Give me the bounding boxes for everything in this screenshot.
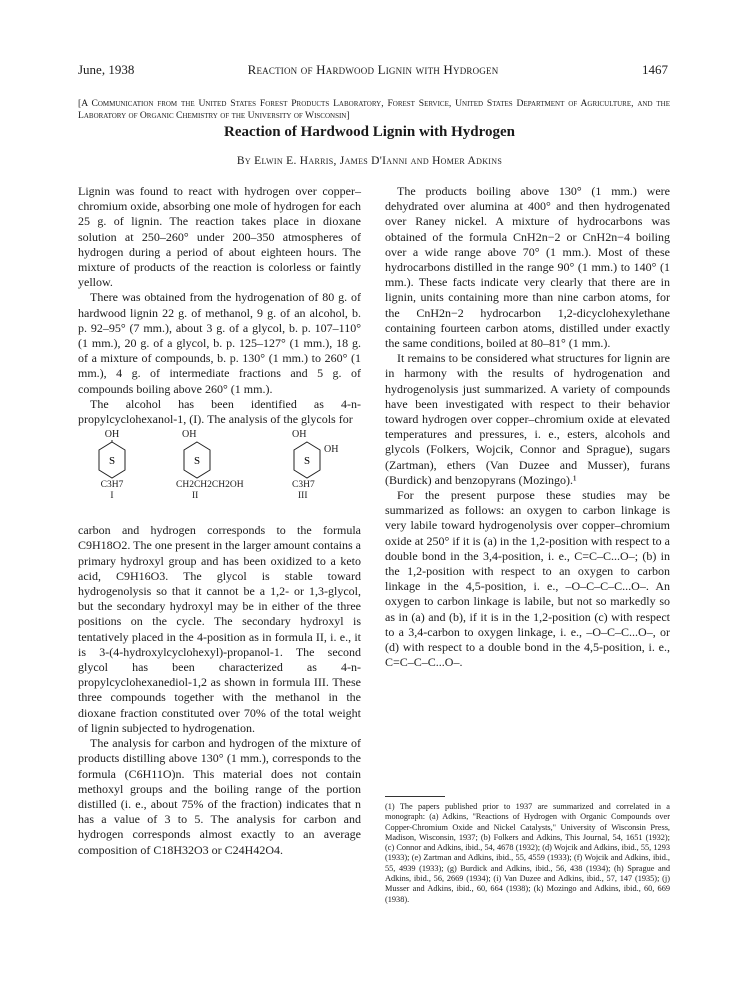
formula-II-number: II	[192, 491, 199, 502]
cyclohexane-ring-icon	[97, 440, 127, 480]
paragraph: carbon and hydrogen corresponds to the formula C9H18O2. The one present in the larger amount contains a primary hydroxyl group and has been oxidized to a keto acid, C9H16O3. The glycol is stable toward hydrogenolysis so that it cannot be a 1,2- or 1,3-glycol, but the secondary hydroxyl may be in either of the three positions on the cycle. The secondary hydroxyl is tentatively placed in the 4-position as in formula II, i. e., it is 3-(4-hydroxylcyclohexyl)-propanol-1. The second glycol has been characterized as 4-n-propylcyclohexanediol-1,2 as shown in formula III. These three compounds together with the methanol in the dioxane fraction constituted over 70% of the total weight of lignin subjected to hydrogenation.	[78, 523, 361, 735]
formula-III-number: III	[298, 491, 308, 502]
footnote-1: (1) The papers published prior to 1937 are summarized and correlated in a monograph: (a) Adkins, "Reactions of Hydrogen with Organic Compounds over Copper-Chromium Oxide and Nickel Catalysts," University of Wisconsin Press, Madison, Wisconsin, 1937; (b) Folkers and Adkins, This Journal, 54, 1651 (1932); (c) Connor and Adkins, ibid., 54, 4678 (1932); (d) Wojcik and Adkins, ibid., 55, 1293 (1933); (e) Zartman and Adkins, ibid., 55, 4559 (1933); (f) Wojcik and Adkins, ibid., 55, 4939 (1933); (g) Burdick and Adkins, ibid., 56, 438 (1934); (h) Sprague and Adkins, ibid., 56, 2669 (1934); (i) Van Duzee and Adkins, ibid., 57, 147 (1935); (j) Musser and Adkins, ibid., 60, 664 (1938); (k) Mozingo and Adkins, ibid., 60, 669 (1938).	[385, 802, 670, 904]
formula-III-substituent: C3H7	[292, 480, 315, 491]
formula-III-ring-label: S	[303, 455, 311, 468]
cyclohexane-ring-icon	[182, 440, 212, 480]
formula-II-substituent: CH2CH2CH2OH	[176, 480, 244, 491]
left-column	[78, 184, 361, 858]
running-head-date: June, 1938	[78, 62, 135, 77]
formula-II-oh: OH	[182, 429, 197, 441]
formula-II-ring-label: S	[193, 455, 201, 468]
structural-formulas	[78, 429, 361, 515]
formula-I-oh: OH	[104, 429, 120, 441]
author-line: By Elwin E. Harris, James D'Ianni and Homer Adkins	[236, 155, 503, 167]
formula-III-side-oh: OH	[324, 444, 339, 456]
paragraph: It remains to be considered what structures for lignin are in harmony with the results of hydrogenation and hydrogenolysis just summarized. A variety of compounds have been investigated with respect to their behavior toward hydrogen over copper–chromium oxide at elevated temperatures and pressures, i. e., esters, alcohols and glycols (Folkers, Wojcik, Connor and Sprague), sugars (Zartman), ethers (Van Duzee and Musser), furans (Burdick) and benzopyrans (Mozingo).¹	[385, 351, 670, 487]
communication-note: [A Communication from the United States Forest Products Laboratory, Forest Service, United States Department of Agriculture, and the Laboratory of Organic Chemistry of the University of Wisconsin]	[78, 98, 670, 121]
paragraph: There was obtained from the hydrogenation of 80 g. of hardwood lignin 22 g. of methanol, 9 g. of an alcohol, b. p. 92–95° (7 mm.), about 3 g. of a glycol, b. p. 107–110° (1 mm.), 20 g. of a glycol, b. p. 125–127° (1 mm.), 18 g. of a mixture of compounds, b. p. 130° (1 mm.) to 260° (1 mm.), 4 g. of intermediate fractions and 5 g. of compounds boiling above 260° (1 mm.).	[78, 290, 361, 396]
cyclohexane-ring-icon	[292, 440, 322, 480]
running-head-title: Reaction of Hardwood Lignin with Hydrogen	[247, 62, 499, 77]
paragraph: The alcohol has been identified as 4-n-propylcyclohexanol-1, (I). The analysis of the glycols for	[78, 396, 361, 427]
paragraph: Lignin was found to react with hydrogen over copper–chromium oxide, absorbing one mole of hydrogen for each 25 g. of lignin. The reaction takes place in dioxane solution at 250–260° under 200–350 atmospheres of hydrogen during a period of about eighteen hours. The mixture of products of the reaction is colorless or faintly yellow.	[78, 184, 361, 290]
formula-III	[292, 429, 356, 502]
formula-I-substituent: C3H7	[100, 480, 124, 491]
article-title: Reaction of Hardwood Lignin with Hydrogen	[224, 124, 515, 140]
right-column	[385, 184, 670, 671]
formula-I-ring-label: S	[108, 455, 116, 468]
formula-I-number: I	[110, 491, 114, 502]
paragraph: For the present purpose these studies may be summarized as follows: an oxygen to carbon linkage is very labile toward hydrogenolysis over copper–chromium oxide at 250° if it is (a) in the 1,2-position with respect to a double bond in the 3,4-position, i. e., C=C–C...O–; (b) in the 1,2-position with respect to an oxygen to carbon linkage in the 4,5-position, i. e., –O–C–C–C...O–. An oxygen to carbon linkage is labile, but not so markedly so as in (a) and (b), if it is in the 1,2-position (c) with respect to a 3,4-carbon to oxygen linkage, i. e., –O–C–C...O–, or (d) with respect to a double bond in the 4,5-position, i. e., C=C–C–C...O–.	[385, 488, 670, 670]
formula-II	[176, 429, 266, 502]
paragraph: The analysis for carbon and hydrogen of the mixture of products distilling above 130° (1 mm.), corresponds to the formula (C6H11O)n. This material does not contain methoxyl groups and the boiling range of the portion distilled (i. e., about 75% of the fraction) indicates that n has a value of 3 to 5. The analysis for carbon and hydrogen corresponds almost exactly to an average composition of C18H32O3 or C24H42O4.	[78, 736, 361, 857]
footnotes	[385, 796, 670, 905]
formula-III-oh: OH	[292, 429, 307, 441]
formula-I	[86, 429, 138, 502]
footnote-rule	[385, 796, 445, 797]
paragraph: The products boiling above 130° (1 mm.) were dehydrated over alumina at 400° and then hydrogenated over Raney nickel. A mixture of hydrocarbons was obtained of the formula CnH2n−2 or CnH2n−4 boiling over a wide range above 70° (1 mm.). Most of these hydrocarbons distilled in the range 90° (1 mm.) to 140° (1 mm.). These facts indicate very clearly that there are in lignin, units containing more than nine carbon atoms, for the CnH2n−2 hydrocarbon 1,2-dicyclohexylethane containing fourteen carbon atoms, distilled under exactly the same conditions, boiled at 80–81° (1 mm.).	[385, 184, 670, 351]
page-number: 1467	[642, 62, 668, 77]
